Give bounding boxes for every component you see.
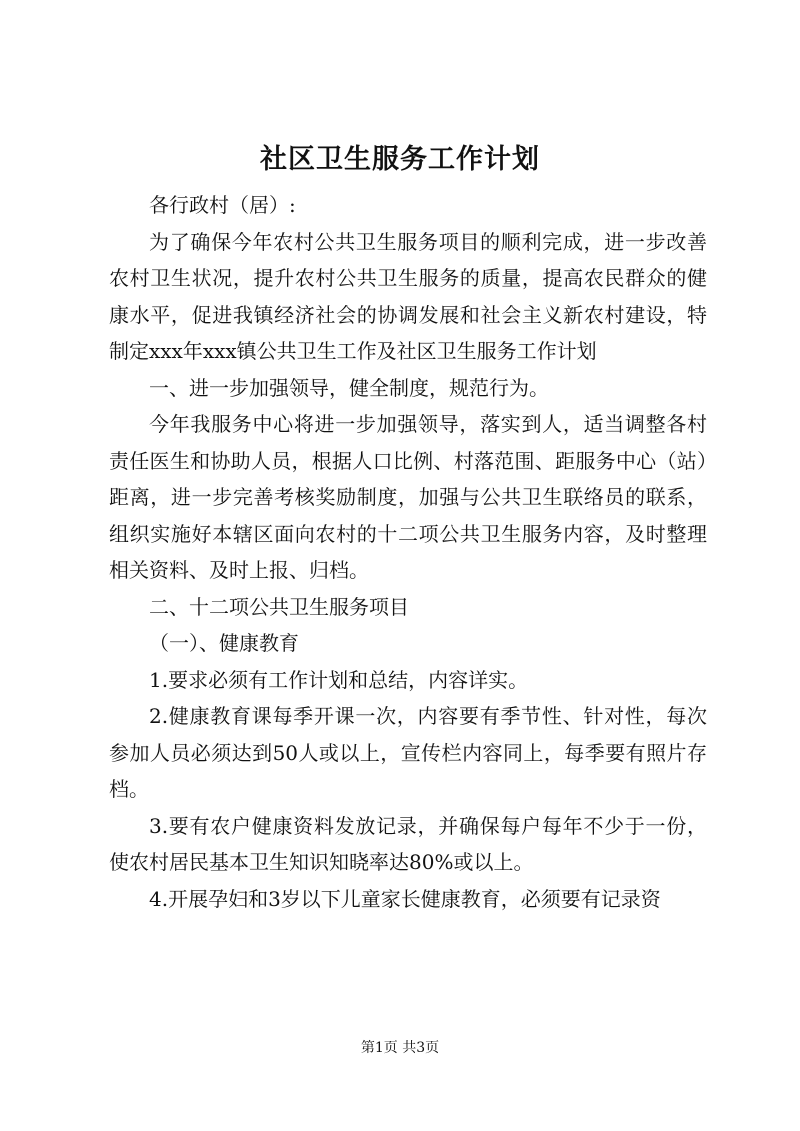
document-title: 社区卫生服务工作计划 xyxy=(260,144,540,175)
intro-paragraph: 为了确保今年农村公共卫生服务项目的顺利完成，进一步改善农村卫生状况，提升农村公共卫生服务的质量，提高农民群众的健康水平，促进我镇经济社会的协调发展和社会主义新农村建设，特制定xxx年xxx镇公共卫生工作及社区卫生服务工作计划 xyxy=(109,229,707,363)
section-heading-1: 一、进一步加强领导，健全制度，规范行为。 xyxy=(149,375,549,400)
salutation-paragraph: 各行政村（居）: xyxy=(149,193,296,217)
section-1-paragraph: 今年我服务中心将进一步加强领导，落实到人，适当调整各村责任医生和协助人员，根据人口比例、村落范围、距服务中心（站）距离，进一步完善考核奖励制度，加强与公共卫生联络员的联系，组织实施好本辖区面向农村的十二项公共卫生服务内容，及时整理相关资料、及时上报、归档。 xyxy=(109,412,707,582)
subsection-heading: （一）、健康教育 xyxy=(149,631,299,655)
list-item-3: 3.要有农户健康资料发放记录，并确保每户每年不少于一份，使农村居民基本卫生知识知晓率达80%或以上。 xyxy=(109,813,707,874)
list-item-4: 4.开展孕妇和3岁以下儿童家长健康教育，必须要有记录资 xyxy=(149,886,661,911)
list-item-2: 2.健康教育课每季开课一次，内容要有季节性、针对性，每次参加人员必须达到50人或以上，宣传栏内容同上，每季要有照片存档。 xyxy=(109,704,707,801)
document-body xyxy=(109,187,707,917)
page-number-footer: 第1页 共3页 xyxy=(360,1040,440,1056)
section-heading-2: 二、十二项公共卫生服务项目 xyxy=(149,594,409,619)
list-item-1: 1.要求必须有工作计划和总结，内容详实。 xyxy=(149,667,529,692)
